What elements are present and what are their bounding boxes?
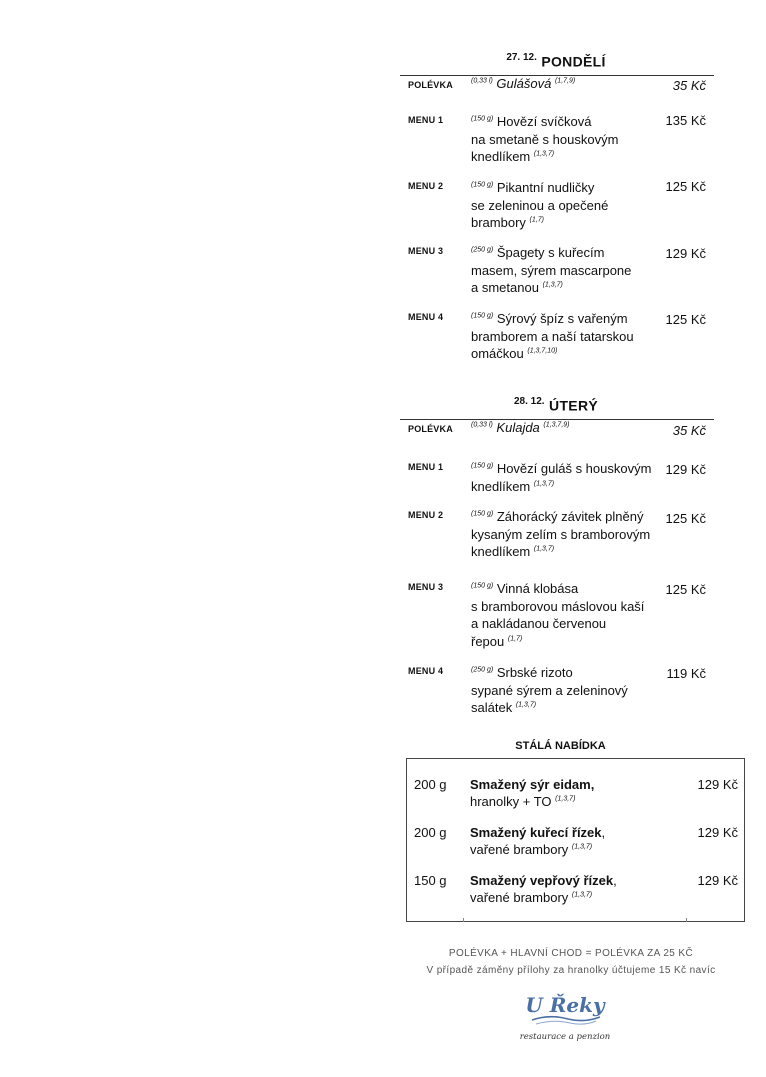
soup-label: POLÉVKA (408, 80, 453, 90)
menu-label: MENU 2 (408, 510, 444, 520)
menu-price: 129 Kč (665, 246, 706, 261)
item-weight: 200 g (414, 777, 447, 792)
item-price: 129 Kč (697, 825, 738, 840)
standing-title: STÁLÁ NABÍDKA (515, 740, 606, 752)
menu-label: MENU 2 (408, 181, 444, 191)
logo-wave (532, 1017, 600, 1021)
item-desc (470, 776, 670, 810)
dish-line: sypané sýrem a zeleninový (471, 682, 628, 698)
allergens: (1,7) (507, 635, 523, 643)
dish-line: Záhorácký závitek plněný (496, 509, 644, 524)
item-side: vařené brambory (470, 890, 569, 905)
footer-note: V případě záměny přílohy za hranolky účtujeme 15 Kč navíc (426, 965, 716, 976)
menu-label: MENU 3 (408, 246, 444, 256)
menu-dish (471, 580, 671, 650)
logo-graphic (510, 988, 620, 1048)
dish-line: s bramborovou máslovou kaší (471, 598, 645, 614)
portion: (150 g) (471, 181, 494, 189)
item-name: Smažený vepřový řízek (470, 873, 614, 888)
dish-line: Pikantní nudličky (496, 180, 595, 195)
dish-line: knedlíkem (471, 478, 531, 494)
day-heading (400, 396, 712, 415)
dish-line: Sýrový špíz s vařeným (496, 311, 628, 326)
allergens: (1,3,7) (533, 150, 555, 158)
dish-line: Hovězí guláš s houskovým (496, 461, 652, 476)
logo-wave (536, 1021, 596, 1024)
menu-label: MENU 3 (408, 582, 444, 592)
menu-label: MENU 1 (408, 115, 444, 125)
menu-label: MENU 4 (408, 666, 444, 676)
soup-dish (471, 419, 656, 437)
standing-item (414, 824, 738, 864)
soup-dish (471, 75, 656, 93)
portion: (0,33 l) (471, 421, 493, 429)
dish-line: se zeleninou a opečené (471, 197, 609, 213)
dish-line: knedlíkem (471, 544, 531, 559)
dish-line: kysaným zelím s bramborovým (471, 526, 651, 542)
portion: (250 g) (471, 246, 494, 254)
standing-item (414, 872, 738, 912)
dish-line: knedlíkem (471, 149, 531, 164)
menu-dish (471, 460, 671, 495)
dish-line: salátek (471, 700, 513, 715)
day-heading (400, 52, 712, 71)
menu-price: 125 Kč (665, 582, 706, 597)
day-name: PONDĚLÍ (541, 53, 606, 70)
dish-line: Srbské rizoto (496, 665, 573, 680)
footer-offer: POLÉVKA + HLAVNÍ CHOD = POLÉVKA ZA 25 KČ (448, 948, 694, 959)
menu-price: 135 Kč (665, 113, 706, 128)
portion: (150 g) (471, 462, 494, 470)
dish-line: masem, sýrem mascarpone (471, 262, 632, 278)
allergens: (1,3,7) (571, 843, 593, 851)
menu-price: 129 Kč (665, 462, 706, 477)
item-side: vařené brambory (470, 842, 569, 857)
menu-dish (471, 244, 656, 297)
portion: (150 g) (471, 582, 494, 590)
allergens: (1,7) (529, 216, 544, 224)
portion: (150 g) (471, 115, 494, 123)
menu-label: MENU 1 (408, 462, 444, 472)
item-price: 129 Kč (697, 873, 738, 888)
allergens: (1,3,7) (533, 480, 555, 488)
day-name: ÚTERÝ (549, 397, 598, 414)
allergens: (1,3,7,9) (543, 421, 570, 429)
dish-line: a nakládanou červenou (471, 616, 607, 631)
standing-item (414, 776, 738, 816)
item-sep: , (590, 777, 595, 792)
dish-line: omáčkou (471, 346, 524, 361)
item-side: hranolky + TO (470, 794, 552, 809)
dish-line: brambory (471, 215, 526, 230)
portion: (150 g) (471, 312, 494, 320)
menu-dish (471, 113, 656, 166)
menu-label: MENU 4 (408, 312, 444, 322)
day-date: 27. 12. (506, 52, 537, 63)
soup-label: POLÉVKA (408, 424, 453, 434)
item-sep: , (601, 825, 606, 840)
dish-line: řepou (471, 633, 505, 649)
dish-line: Špagety s kuřecím (496, 245, 605, 260)
allergens: (1,3,7) (533, 545, 555, 553)
menu-dish (471, 664, 671, 717)
soup-name: Kulajda (496, 420, 540, 435)
item-name: Smažený kuřecí řízek (470, 825, 602, 840)
menu-dish (471, 508, 671, 561)
item-weight: 150 g (414, 873, 447, 888)
dish-line: na smetaně s houskovým (471, 131, 619, 147)
dish-line: a smetanou (471, 280, 539, 295)
menu-dish (471, 310, 656, 363)
soup-name: Gulášová (496, 76, 552, 91)
box-tick (686, 918, 687, 922)
menu-price: 125 Kč (665, 312, 706, 327)
menu-price: 119 Kč (666, 666, 706, 681)
allergens: (1,3,7) (555, 795, 576, 803)
logo-tagline: restaurace a penzion (519, 1032, 611, 1042)
allergens: (1,3,7) (515, 701, 537, 709)
dish-line: bramborem a naší tatarskou (471, 328, 634, 344)
item-desc (470, 824, 670, 858)
allergens: (1,3,7,10) (527, 347, 558, 355)
allergens: (1,3,7) (542, 281, 563, 289)
soup-price: 35 Kč (672, 78, 706, 93)
box-tick (463, 918, 464, 922)
item-sep: , (613, 873, 617, 888)
day-date: 28. 12. (514, 396, 545, 407)
portion: (150 g) (471, 510, 494, 518)
item-desc (470, 872, 670, 906)
dish-line: Hovězí svíčková (496, 114, 592, 129)
logo-name: U Řeky (525, 993, 605, 1017)
allergens: (1,7,9) (554, 77, 576, 85)
portion: (250 g) (471, 666, 494, 674)
dish-line: Vinná klobása (496, 581, 579, 596)
item-price: 129 Kč (697, 777, 738, 792)
restaurant-logo (510, 988, 620, 1048)
menu-price: 125 Kč (665, 179, 706, 194)
menu-price: 125 Kč (665, 511, 706, 526)
item-name: Smažený sýr eidam (470, 777, 591, 792)
portion: (0,33 l) (471, 77, 493, 85)
allergens: (1,3,7) (571, 891, 593, 899)
soup-price: 35 Kč (672, 423, 706, 438)
menu-dish (471, 179, 656, 232)
item-weight: 200 g (414, 825, 447, 840)
